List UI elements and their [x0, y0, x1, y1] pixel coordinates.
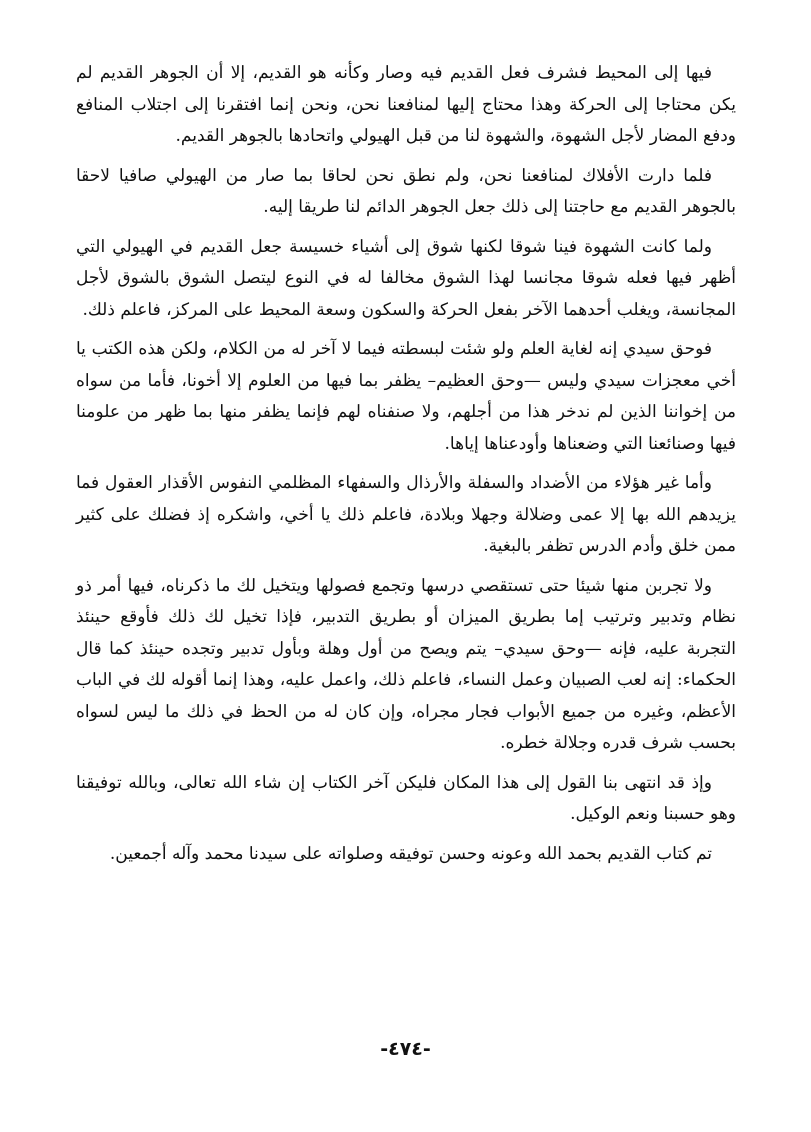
paragraph-6: ولا تجربن منها شيئا حتى تستقصي درسها وتجمع فصولها ويتخيل لك ما ذكرناه، فيها أمر ذو نظام وتدبير وترتيب إما بطريق الميزان أو بطريق التدبير، فإذا تخيل لك ذلك فأوقع حينئذ التجربة عليه، فإنه —وحق سيدي– يتم ويصح من أول وهلة وبأول تدبير وتجده حينئذ كما قال الحكماء: إنه لعب الصبيان وعمل النساء، فاعلم ذلك، واعمل عليه، وهذا إنما أقوله لك في الباب الأعظم، وغيره من جميع الأبواب فجار مجراه، وإن كان له من الحظ في ذلك ما ليس لسواه بحسب شرف قدره وجلالة خطره. — [76, 575, 736, 753]
body-text — [76, 58, 736, 878]
paragraph-1: فيها إلى المحيط فشرف فعل القديم فيه وصار وكأنه هو القديم، إلا أن الجوهر القديم لم يكن محتاجا إلى الحركة وهذا محتاج إليها لمنافعنا نحن، ونحن إنما افتقرنا إلى اجتلاب المنافع ودفع المضار لأجل الشهوة، والشهوة لنا من قبل الهيولي واتحادها بالجوهر القديم. — [76, 63, 736, 146]
paragraph-2: فلما دارت الأفلاك لمنافعنا نحن، ولم نطق نحن لحاقا بما صار من الهيولي صافيا لاحقا بالجوهر القديم مع حاجتنا إلى ذلك جعل الجوهر الدائم لنا طريقا إليه. — [76, 165, 736, 217]
paragraph-4: فوحق سيدي إنه لغاية العلم ولو شئت لبسطته فيما لا آخر له من الكلام، ولكن هذه الكتب يا أخي معجزات سيدي وليس —وحق العظيم– يظفر بما فيها من العلوم إلا أخونا، فأما من سواه من إخواننا الذين لم ندخر هذا من أجلهم، ولا صنفناه لهم فإنما يظفر منها بما ظهر من علومنا فيها وصنائعنا التي وضعناها وأودعناها إياها. — [76, 339, 736, 454]
paragraph-8: تم كتاب القديم بحمد الله وعونه وحسن توفيقه وصلواته على سيدنا محمد وآله أجمعين. — [109, 843, 712, 864]
paragraph-5: وأما غير هؤلاء من الأضداد والسفلة والأرذال والسفهاء المظلمي النفوس الأقذار العقول فما يزيدهم الله بها إلا عمى وضلالة وجهلا وبلادة، فاعلم ذلك يا أخي، واشكره إذ فضلك على كثير ممن خلق وأدم الدرس تظفر بالبغية. — [76, 473, 736, 556]
page-number: -٤٧٤- — [380, 1038, 431, 1060]
paragraph-7: وإذ قد انتهى بنا القول إلى هذا المكان فليكن آخر الكتاب إن شاء الله تعالى، وبالله توفيقنا وهو حسبنا ونعم الوكيل. — [76, 772, 736, 824]
paragraph-3: ولما كانت الشهوة فينا شوقا لكنها شوق إلى أشياء خسيسة جعل القديم في الهيولي التي أظهر فيها فعله شوقا مجانسا لهذا الشوق مخالفا له في النوع ليتصل الشوق بالشوق لأجل المجانسة، ويغلب أحدهما الآخر بفعل الحركة والسكون وسعة المحيط على المركز، فاعلم ذلك. — [76, 236, 736, 320]
